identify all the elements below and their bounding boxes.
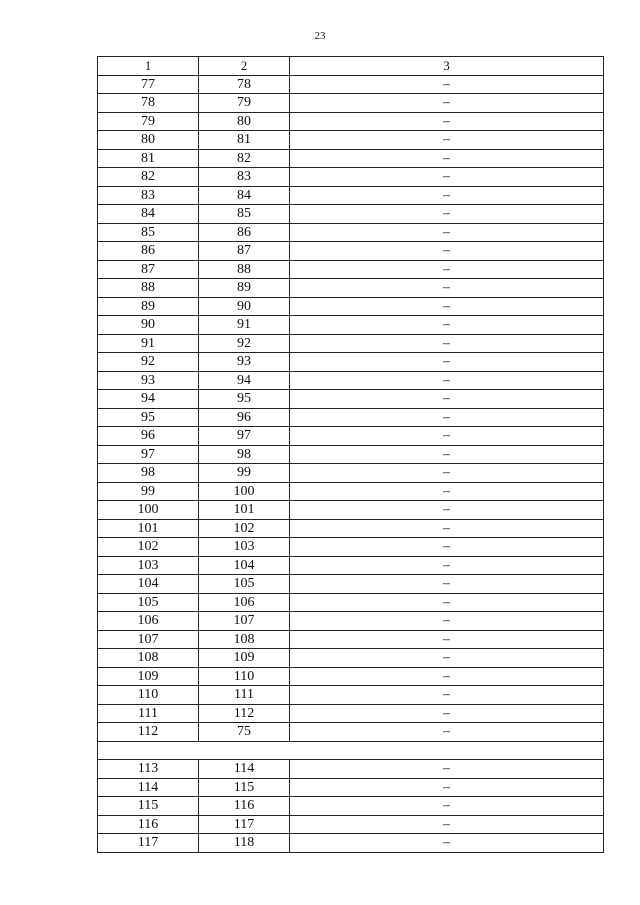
table-row xyxy=(98,242,604,261)
table-cell: 91 xyxy=(199,316,290,335)
table-cell: 98 xyxy=(199,445,290,464)
table-cell: 75 xyxy=(199,723,290,742)
table-cell: – xyxy=(290,575,604,594)
table-cell: – xyxy=(290,186,604,205)
table-cell: 78 xyxy=(98,94,199,113)
page-number: 23 xyxy=(314,30,326,42)
data-table xyxy=(97,56,604,853)
table-row xyxy=(98,75,604,94)
table-row xyxy=(98,334,604,353)
table-cell: 115 xyxy=(199,778,290,797)
table-cell: 86 xyxy=(199,223,290,242)
table-row xyxy=(98,593,604,612)
table-cell: – xyxy=(290,556,604,575)
table-cell: – xyxy=(290,131,604,150)
table-cell: 80 xyxy=(199,112,290,131)
table-cell: 104 xyxy=(199,556,290,575)
table-row xyxy=(98,94,604,113)
table-cell: 108 xyxy=(98,649,199,668)
table-cell: 90 xyxy=(199,297,290,316)
table-cell: 79 xyxy=(98,112,199,131)
table-cell: – xyxy=(290,223,604,242)
table-cell: 96 xyxy=(199,408,290,427)
table-cell: 114 xyxy=(98,778,199,797)
table-cell: 113 xyxy=(98,760,199,779)
table-cell: – xyxy=(290,519,604,538)
table-cell: – xyxy=(290,760,604,779)
table-row xyxy=(98,371,604,390)
table-row xyxy=(98,538,604,557)
table-row xyxy=(98,778,604,797)
table-cell: 77 xyxy=(98,75,199,94)
table-cell: 90 xyxy=(98,316,199,335)
table-cell: – xyxy=(290,260,604,279)
table-cell: – xyxy=(290,797,604,816)
table-cell: 79 xyxy=(199,94,290,113)
table-row xyxy=(98,297,604,316)
table-cell: 101 xyxy=(199,501,290,520)
table-row xyxy=(98,667,604,686)
table-cell: 92 xyxy=(199,334,290,353)
table-cell: 100 xyxy=(98,501,199,520)
table-cell: 114 xyxy=(199,760,290,779)
table-cell: – xyxy=(290,612,604,631)
table-cell: 80 xyxy=(98,131,199,150)
table-row xyxy=(98,797,604,816)
table-cell: 94 xyxy=(199,371,290,390)
table-cell: 105 xyxy=(98,593,199,612)
table-row xyxy=(98,279,604,298)
table-cell: 101 xyxy=(98,519,199,538)
table-cell: 96 xyxy=(98,427,199,446)
table-cell: – xyxy=(290,427,604,446)
table-cell: – xyxy=(290,353,604,372)
table-cell: – xyxy=(290,704,604,723)
table-cell: 83 xyxy=(199,168,290,187)
table-cell: 86 xyxy=(98,242,199,261)
table-cell: 87 xyxy=(199,242,290,261)
table-cell: 82 xyxy=(98,168,199,187)
table-cell: – xyxy=(290,75,604,94)
table-cell: – xyxy=(290,445,604,464)
table-cell: 87 xyxy=(98,260,199,279)
table-row xyxy=(98,316,604,335)
table-row xyxy=(98,408,604,427)
table-cell: 88 xyxy=(199,260,290,279)
table-cell: – xyxy=(290,834,604,853)
table-row xyxy=(98,704,604,723)
table-row xyxy=(98,427,604,446)
table-cell: 89 xyxy=(98,297,199,316)
table-cell: 81 xyxy=(98,149,199,168)
table-row xyxy=(98,630,604,649)
table-row xyxy=(98,501,604,520)
table-cell: 112 xyxy=(98,723,199,742)
table-cell: – xyxy=(290,334,604,353)
table-row xyxy=(98,556,604,575)
table-cell: 111 xyxy=(199,686,290,705)
table-cell: 81 xyxy=(199,131,290,150)
table-cell: 109 xyxy=(199,649,290,668)
table-cell: 107 xyxy=(199,612,290,631)
table-cell: 98 xyxy=(98,464,199,483)
table-cell: – xyxy=(290,168,604,187)
table-cell: 88 xyxy=(98,279,199,298)
table-cell: 102 xyxy=(199,519,290,538)
table-row xyxy=(98,223,604,242)
table-cell: – xyxy=(290,501,604,520)
table-cell: – xyxy=(290,205,604,224)
table-cell: – xyxy=(290,538,604,557)
table-cell: – xyxy=(290,686,604,705)
table-row xyxy=(98,612,604,631)
table-row xyxy=(98,205,604,224)
table-cell: – xyxy=(290,390,604,409)
table-cell: – xyxy=(290,593,604,612)
table-cell: 117 xyxy=(199,815,290,834)
table-cell: 93 xyxy=(98,371,199,390)
table-section-break xyxy=(98,741,604,760)
table-row xyxy=(98,390,604,409)
table-cell: – xyxy=(290,408,604,427)
table-cell: 85 xyxy=(199,205,290,224)
table-cell: 94 xyxy=(98,390,199,409)
table-cell: – xyxy=(290,94,604,113)
table-cell: 106 xyxy=(98,612,199,631)
table-row xyxy=(98,464,604,483)
table-cell: 91 xyxy=(98,334,199,353)
table-cell: 83 xyxy=(98,186,199,205)
table-cell: – xyxy=(290,723,604,742)
table-row xyxy=(98,482,604,501)
table-cell: 111 xyxy=(98,704,199,723)
table-row xyxy=(98,723,604,742)
table-cell: 97 xyxy=(98,445,199,464)
table-header-row xyxy=(98,57,604,76)
table-cell: 95 xyxy=(199,390,290,409)
table-cell: 95 xyxy=(98,408,199,427)
table-row xyxy=(98,168,604,187)
table-cell: 84 xyxy=(98,205,199,224)
table-cell: – xyxy=(290,482,604,501)
table-row xyxy=(98,760,604,779)
table-cell: – xyxy=(290,297,604,316)
table-cell: 106 xyxy=(199,593,290,612)
table-cell: 115 xyxy=(98,797,199,816)
table-cell: 107 xyxy=(98,630,199,649)
table-cell: 110 xyxy=(199,667,290,686)
table-row xyxy=(98,519,604,538)
table-cell: 84 xyxy=(199,186,290,205)
table-row xyxy=(98,131,604,150)
table-cell: – xyxy=(290,630,604,649)
column-header: 3 xyxy=(290,57,604,76)
table-row xyxy=(98,649,604,668)
table-cell: – xyxy=(290,464,604,483)
table-cell: 85 xyxy=(98,223,199,242)
table-cell: – xyxy=(290,279,604,298)
table-cell: – xyxy=(290,667,604,686)
table-row xyxy=(98,686,604,705)
table-cell: 105 xyxy=(199,575,290,594)
table-cell: – xyxy=(290,242,604,261)
table-cell: 82 xyxy=(199,149,290,168)
table-cell: 102 xyxy=(98,538,199,557)
table-cell: 116 xyxy=(199,797,290,816)
table-cell: 78 xyxy=(199,75,290,94)
table-body xyxy=(98,57,604,853)
table-row xyxy=(98,353,604,372)
table-row xyxy=(98,815,604,834)
table-cell: 97 xyxy=(199,427,290,446)
table-cell: 93 xyxy=(199,353,290,372)
table-cell: 108 xyxy=(199,630,290,649)
table-cell: 92 xyxy=(98,353,199,372)
column-header: 2 xyxy=(199,57,290,76)
table-cell: – xyxy=(290,112,604,131)
table-row xyxy=(98,112,604,131)
table-cell: 112 xyxy=(199,704,290,723)
table-row xyxy=(98,149,604,168)
table-cell: – xyxy=(290,649,604,668)
table-row xyxy=(98,575,604,594)
table-cell: – xyxy=(290,149,604,168)
table-cell: 99 xyxy=(98,482,199,501)
table-row xyxy=(98,260,604,279)
table-row xyxy=(98,445,604,464)
table-cell: 89 xyxy=(199,279,290,298)
empty-merged-cell xyxy=(98,741,604,760)
table-cell: 99 xyxy=(199,464,290,483)
column-header: 1 xyxy=(98,57,199,76)
table-cell: – xyxy=(290,316,604,335)
table-cell: 118 xyxy=(199,834,290,853)
table-cell: 116 xyxy=(98,815,199,834)
table-cell: – xyxy=(290,815,604,834)
table-cell: 117 xyxy=(98,834,199,853)
table-cell: 110 xyxy=(98,686,199,705)
table-row xyxy=(98,834,604,853)
table-cell: 100 xyxy=(199,482,290,501)
table-cell: – xyxy=(290,778,604,797)
table-cell: 104 xyxy=(98,575,199,594)
table-row xyxy=(98,186,604,205)
table-cell: 103 xyxy=(98,556,199,575)
table-cell: – xyxy=(290,371,604,390)
table-cell: 103 xyxy=(199,538,290,557)
table-cell: 109 xyxy=(98,667,199,686)
